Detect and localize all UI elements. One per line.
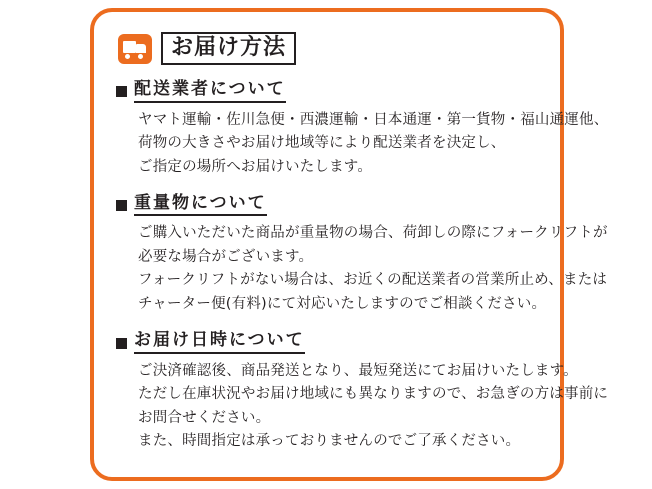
- truck-wheel-front-shape: [137, 53, 144, 60]
- delivery-truck-icon: [118, 34, 152, 64]
- body-line: また、時間指定は承っておりませんのでご了承ください。: [138, 433, 521, 450]
- body-line: ただし在庫状況やお届け地域にも異なりますので、お急ぎの方は事前に: [138, 386, 609, 403]
- section-heavy-items: [112, 193, 608, 316]
- square-bullet-icon: [116, 338, 127, 349]
- section-delivery-datetime: [112, 330, 609, 453]
- square-bullet-icon: [116, 86, 127, 97]
- section-header: [116, 330, 542, 353]
- section-body: [138, 360, 609, 454]
- section-title: 配送業者について: [134, 79, 286, 102]
- section-title: 重量物について: [134, 193, 267, 216]
- section-title: お届け日時について: [134, 330, 305, 353]
- section-header: [116, 79, 542, 102]
- section-body: [138, 109, 609, 179]
- truck-cab-shape: [136, 44, 146, 53]
- body-line: ご指定の場所へお届けいたします。: [138, 158, 373, 175]
- card-header: [118, 32, 542, 65]
- section-shipping-carriers: [112, 79, 609, 179]
- body-line: ご決済確認後、商品発送となり、最短発送にてお届けいたします。: [138, 362, 578, 379]
- page-title-box: [161, 32, 296, 65]
- body-line: ご購入いただいた商品が重量物の場合、荷卸しの際にフォークリフトが: [138, 225, 608, 242]
- section-header: [116, 193, 542, 216]
- page-title: お届け方法: [171, 35, 287, 60]
- body-line: フォークリフトがない場合は、お近くの配送業者の営業所止め、または: [138, 272, 608, 289]
- body-line: お問合せください。: [138, 409, 271, 426]
- body-line: チャーター便(有料)にて対応いたしますのでご相談ください。: [138, 295, 547, 312]
- truck-wheel-rear-shape: [124, 53, 131, 60]
- body-line: 荷物の大きさやお届け地域等により配送業者を決定し、: [138, 135, 506, 152]
- body-line: 必要な場合がございます。: [138, 248, 314, 265]
- truck-cargo-shape: [123, 41, 136, 53]
- section-body: [138, 222, 608, 316]
- square-bullet-icon: [116, 200, 127, 211]
- delivery-info-card: [90, 8, 609, 481]
- body-line: ヤマト運輸・佐川急便・西濃運輸・日本通運・第一貨物・福山通運他、: [138, 111, 609, 128]
